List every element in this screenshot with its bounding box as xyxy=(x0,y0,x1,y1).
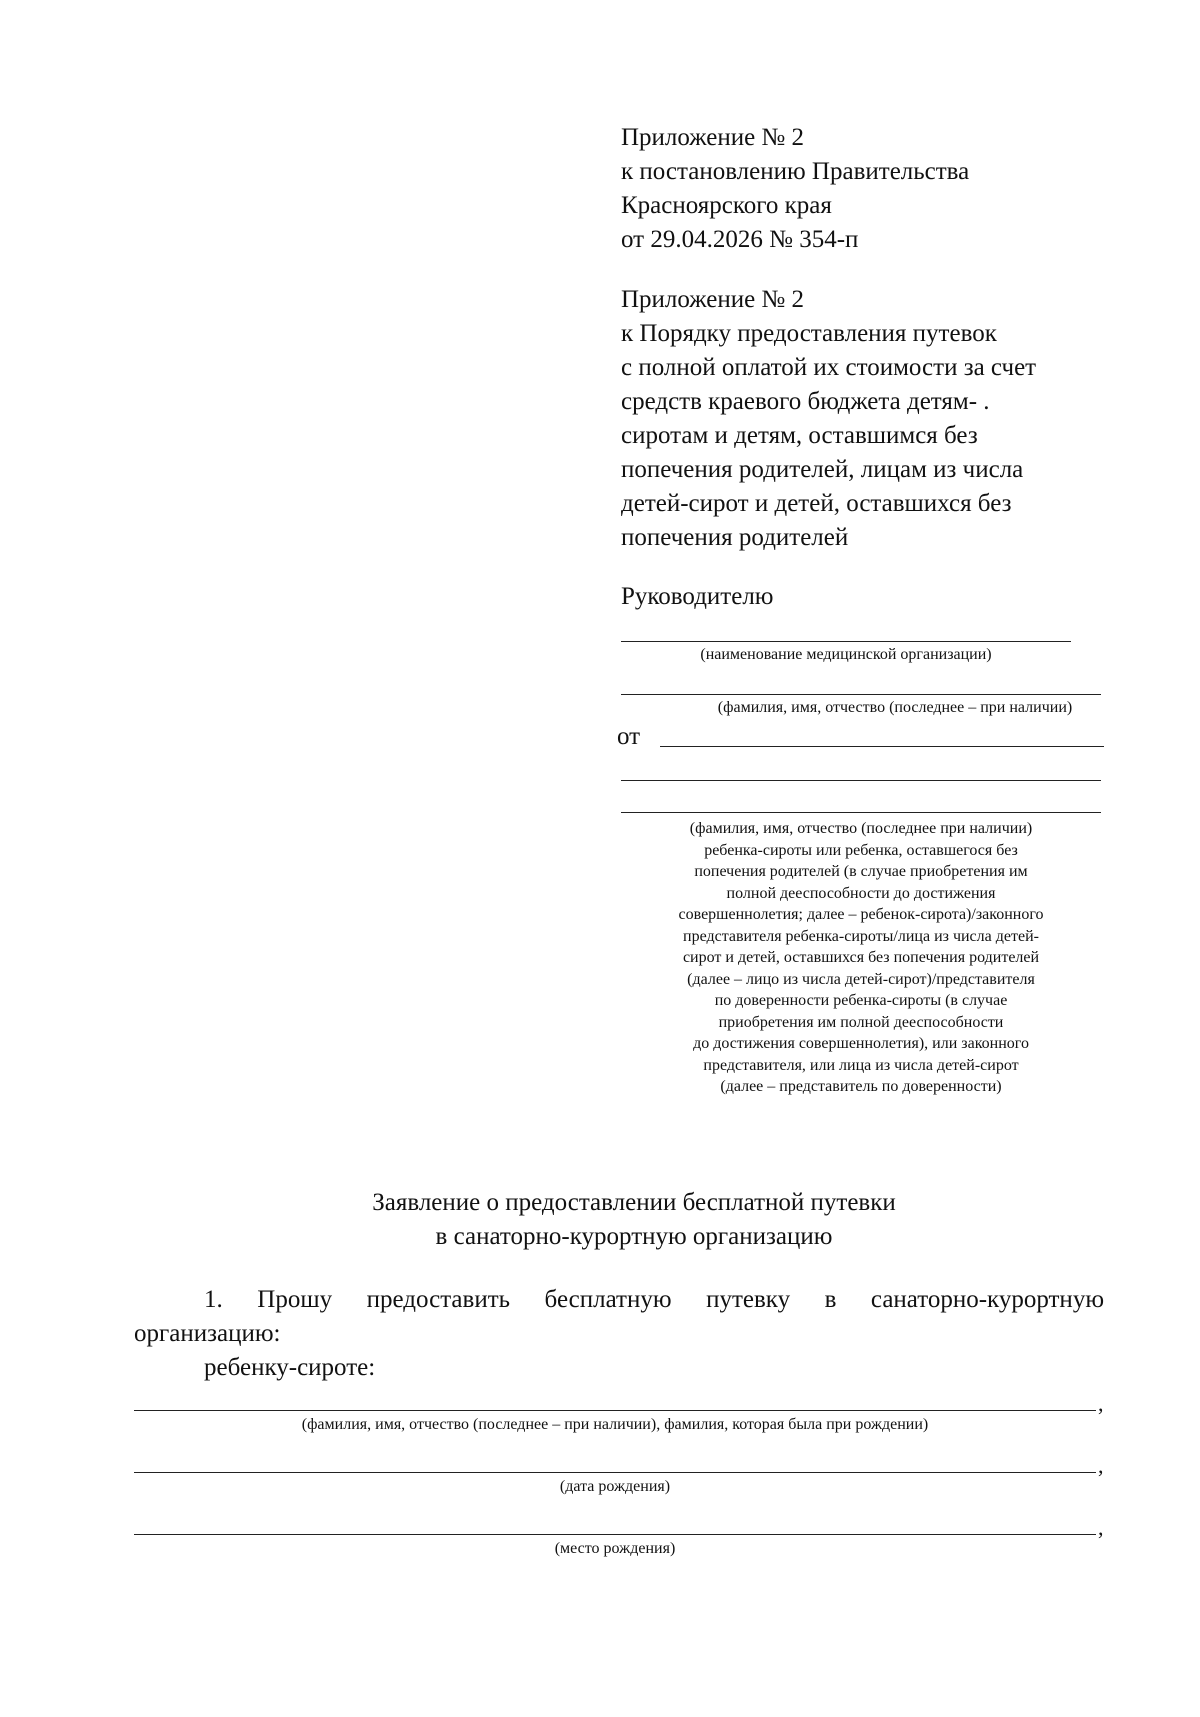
appendix-2-line: к Порядку предоставления путевок xyxy=(621,320,997,347)
appendix-1-line: Красноярского края xyxy=(621,192,832,219)
from-label: от xyxy=(617,723,641,750)
applicant-caption-line: сирот и детей, оставшихся без попечения родителей xyxy=(682,949,1040,966)
appendix-2-line: с полной оплатой их стоимости за счет xyxy=(621,354,1037,381)
document-title xyxy=(134,1186,1134,1254)
applicant-caption-line: ребенка-сироты или ребенка, оставшегося без xyxy=(704,841,1018,859)
applicant-caption-line: попечения родителей (в случае приобретения им xyxy=(694,863,1028,880)
full-name-field[interactable] xyxy=(134,1410,1096,1411)
appendix-2-line: детей-сирот и детей, оставшихся без xyxy=(621,490,1012,517)
appendix-1-line: к постановлению Правительства xyxy=(621,158,970,185)
applicant-caption-line: представителя ребенка-сироты/лица из числа детей- xyxy=(683,927,1039,945)
applicant-caption-line: (далее – представитель по доверенности) xyxy=(720,1078,1002,1095)
applicant-caption-line: совершеннолетия; далее – ребенок-сирота)/законного xyxy=(678,906,1044,923)
applicant-caption-line: до достижения совершеннолетия), или законного xyxy=(693,1035,1029,1052)
birth-date-caption: (дата рождения) xyxy=(559,1478,671,1495)
applicant-line-3[interactable] xyxy=(621,812,1101,813)
document-title-line: в санаторно-курортную организацию xyxy=(435,1223,833,1250)
appendix-2-line: попечения родителей, лицам из числа xyxy=(621,456,1024,483)
full-name-caption: (фамилия, имя, отчество (последнее – при наличии), фамилия, которая была при рождении) xyxy=(301,1416,929,1433)
org-name-caption: (наименование медицинской организации) xyxy=(700,646,992,663)
field-suffix: , xyxy=(1098,1515,1104,1540)
request-paragraph xyxy=(134,1283,1104,1385)
applicant-caption-line: (фамилия, имя, отчество (последнее при наличии) xyxy=(689,820,1033,837)
applicant-line-2[interactable] xyxy=(621,780,1101,781)
appendix-header-2 xyxy=(621,283,1141,555)
appendix-2-line: попечения родителей xyxy=(621,524,849,551)
request-line-2: организацию: xyxy=(134,1320,281,1347)
field-suffix: , xyxy=(1098,1391,1104,1416)
birth-place-caption: (место рождения) xyxy=(554,1540,676,1557)
applicant-caption-line: по доверенности ребенка-сироты (в случае xyxy=(714,992,1008,1009)
appendix-2-line: сиротам и детям, оставшимся без xyxy=(621,422,978,449)
applicant-caption xyxy=(611,818,1111,1098)
addressee-label: Руководителю xyxy=(621,583,774,610)
head-name-caption: (фамилия, имя, отчество (последнее – при наличии) xyxy=(717,699,1073,716)
birth-date-field[interactable] xyxy=(134,1472,1096,1473)
org-name-line[interactable] xyxy=(621,641,1071,642)
appendix-2-line: Приложение № 2 xyxy=(621,286,805,313)
applicant-caption-line: приобретения им полной дееспособности xyxy=(718,1013,1004,1031)
recipient-label: ребенку-сироте: xyxy=(204,1354,376,1381)
applicant-caption-line: полной дееспособности до достижения xyxy=(726,884,996,902)
applicant-caption-line: представителя, или лица из числа детей-сирот xyxy=(703,1056,1019,1074)
appendix-2-line: средств краевого бюджета детям- . xyxy=(621,388,990,415)
applicant-line-1[interactable] xyxy=(660,746,1104,747)
head-name-line[interactable] xyxy=(621,694,1101,695)
appendix-1-line: от 29.04.2026 № 354-п xyxy=(621,226,859,253)
appendix-1-line: Приложение № 2 xyxy=(621,124,805,151)
applicant-caption-line: (далее – лицо из числа детей-сирот)/представителя xyxy=(687,970,1035,988)
field-suffix: , xyxy=(1098,1453,1104,1478)
document-title-line: Заявление о предоставлении бесплатной путевки xyxy=(372,1189,896,1216)
birth-place-field[interactable] xyxy=(134,1534,1096,1535)
appendix-header-1 xyxy=(621,121,1141,257)
request-line-1: 1. Прошу предоставить бесплатную путевку в санаторно-курортную xyxy=(204,1286,1104,1313)
